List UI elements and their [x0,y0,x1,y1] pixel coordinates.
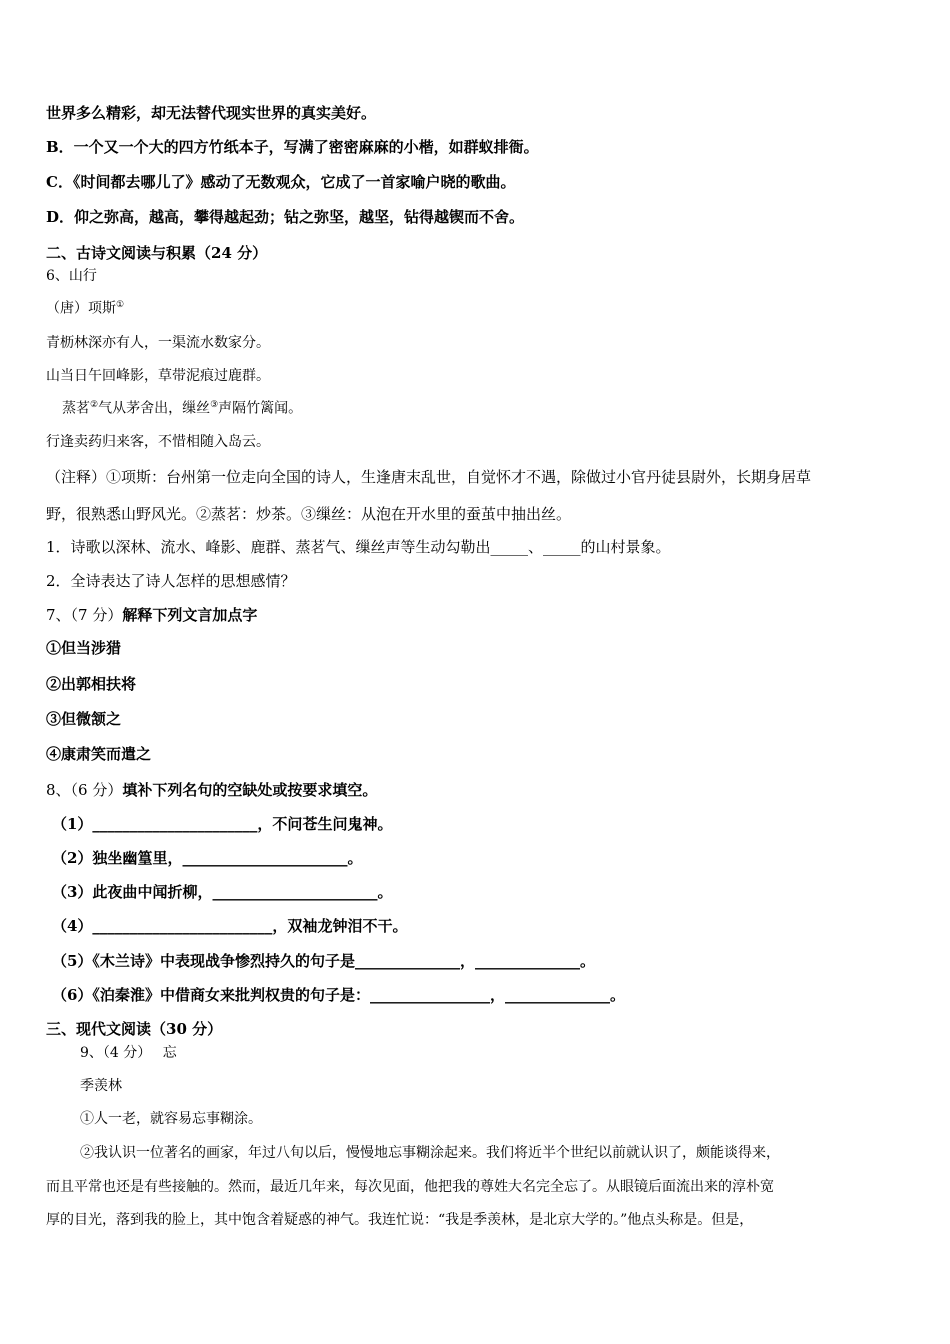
footnote-mark: ① [116,300,125,310]
q7-item: ③但微颔之 [46,710,122,728]
option-a-continuation: 世界多么精彩，却无法替代现实世界的真实美好。 [46,104,377,122]
section2-heading: 二、古诗文阅读与积累（24 分） [46,244,268,262]
paragraph-2-line-3: 厚的目光，落到我的脸上，其中饱含着疑惑的神气。我连忙说：“我是季羡林，是北京大学的。”他点头称是。但是， [46,1212,754,1228]
q8-item: （5）《木兰诗》中表现战争惨烈持久的句子是______________，______________。 [52,952,595,970]
poem-author: （唐）项斯① [46,300,125,317]
q7-item: ④康肃笑而遣之 [46,745,152,763]
option-c: C．《时间都去哪儿了》感动了无数观众，它成了一首家喻户晓的歌曲。 [46,173,516,191]
paragraph-1: ①人一老，就容易忘事糊涂。 [80,1111,262,1127]
q9-title: 9、（4 分） 忘 [80,1045,177,1061]
option-b: B．一个又一个大的四方竹纸本子，写满了密密麻麻的小楷，如群蚁排衙。 [46,138,539,156]
footnote-mark: ③ [210,400,219,410]
q8-item: （2）独坐幽篁里，______________________。 [52,849,363,867]
paragraph-2-line-2: 而且平常也还是有些接触的。然而，最近几年来，每次见面，他把我的尊姓大名完全忘了。从眼镜后面流出来的淳朴宽 [46,1179,774,1195]
option-d: D．仰之弥高，越高，攀得越起劲；钻之弥坚，越坚，钻得越锲而不舍。 [46,208,525,226]
section3-heading: 三、现代文阅读（30 分） [46,1020,223,1038]
q8-item: （1）______________________，不问苍生问鬼神。 [52,815,393,833]
q6-sub-question-2: 2．全诗表达了诗人怎样的思想感情？ [46,572,296,590]
poem-notes-line-2: 野，很熟悉山野风光。②蒸茗：炒茶。③缫丝：从泡在开水里的蚕茧中抽出丝。 [46,505,572,523]
poem-notes-line-1: （注释）①项斯：台州第一位走向全国的诗人，生逢唐末乱世，自觉怀才不遇，除做过小官丹徒县尉外，长期身居草 [46,468,812,486]
poem-line-2: 山当日午回峰影，草带泥痕过鹿群。 [46,368,270,384]
footnote-mark: ② [90,400,99,410]
q8-item: （3）此夜曲中闻折柳，______________________。 [52,883,393,901]
paragraph-2-line-1: ②我认识一位著名的画家，年过八旬以后，慢慢地忘事糊涂起来。我们将近半个世纪以前就认识了，颇能谈得来， [80,1145,780,1161]
poem-line-1: 青枥林深亦有人，一渠流水数家分。 [46,335,270,351]
article-author: 季羡林 [80,1078,122,1094]
q6-sub-question-1: 1．诗歌以深林、流水、峰影、鹿群、蒸茗气、缫丝声等生动勾勒出_____、_____的山村景象。 [46,538,671,556]
q8-item: （6）《泊秦淮》中借商女来批判权贵的句子是：________________，______________。 [52,986,625,1004]
q8-title: 8、（6 分）填补下列名句的空缺处或按要求填空。 [46,781,378,799]
q7-title: 7、（7 分）解释下列文言加点字 [46,606,258,624]
q8-item: （4）________________________，双袖龙钟泪不干。 [52,917,408,935]
poem-line-4: 行逢卖药归来客，不惜相随入岛云。 [46,434,270,450]
q7-item: ②出郭相扶将 [46,675,137,693]
q7-item: ①但当涉猎 [46,639,122,657]
poem-line-3: 蒸茗②气从茅舍出，缫丝③声隔竹篱闻。 [62,400,303,417]
q6-title: 6、山行 [46,268,97,284]
